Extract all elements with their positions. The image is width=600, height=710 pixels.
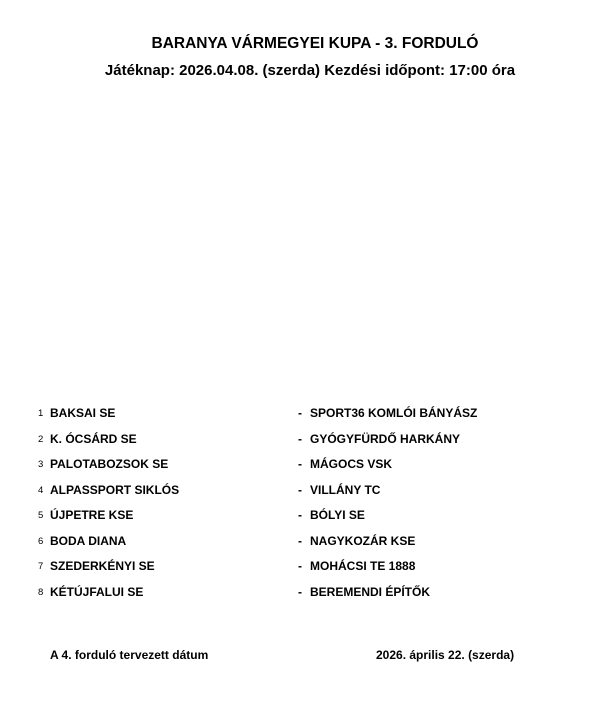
home-team: K. ÓCSÁRD SE — [50, 431, 137, 446]
home-team: KÉTÚJFALUI SE — [50, 584, 144, 599]
fixture-row — [0, 430, 600, 456]
away-team: SPORT36 KOMLÓI BÁNYÁSZ — [310, 406, 478, 420]
fixture-number: 8 — [38, 586, 44, 598]
versus-dash: - — [298, 533, 302, 548]
away-team: MÁGOCS VSK — [310, 457, 393, 471]
fixture-number: 3 — [38, 459, 44, 470]
away-team: NAGYKOZÁR KSE — [310, 533, 416, 548]
page-title: BARANYA VÁRMEGYEI KUPA - 3. FORDULÓ — [151, 35, 479, 52]
home-team: ÚJPETRE KSE — [50, 508, 134, 522]
home-team: PALOTABOZSOK SE — [50, 457, 169, 471]
fixture-row — [0, 583, 600, 609]
away-team: GYÓGYFÜRDŐ HARKÁNY — [310, 431, 461, 446]
home-team: BODA DIANA — [50, 533, 127, 548]
away-team: BEREMENDI ÉPÍTŐK — [310, 584, 431, 599]
fixture-row — [0, 404, 600, 430]
fixture-number: 7 — [38, 561, 44, 572]
fixture-row — [0, 532, 600, 558]
fixture-number: 5 — [38, 510, 44, 521]
fixture-list — [0, 404, 600, 608]
next-round-date: 2026. április 22. (szerda) — [376, 648, 515, 662]
fixture-number: 4 — [38, 484, 44, 496]
fixture-number: 1 — [38, 408, 44, 419]
fixture-row — [0, 557, 600, 583]
fixture-row — [0, 506, 600, 532]
home-team: ALPASSPORT SIKLÓS — [50, 482, 180, 497]
versus-dash: - — [298, 584, 302, 599]
versus-dash: - — [298, 482, 302, 497]
versus-dash: - — [298, 457, 302, 471]
fixture-row — [0, 455, 600, 481]
versus-dash: - — [298, 559, 302, 573]
home-team: SZEDERKÉNYI SE — [50, 559, 155, 573]
next-round-label: A 4. forduló tervezett dátum — [50, 648, 209, 662]
versus-dash: - — [298, 406, 302, 420]
fixture-row — [0, 481, 600, 507]
versus-dash: - — [298, 508, 302, 522]
fixture-number: 6 — [38, 535, 44, 547]
fixture-number: 2 — [38, 433, 44, 445]
away-team: BÓLYI SE — [310, 508, 365, 522]
versus-dash: - — [298, 431, 302, 446]
away-team: VILLÁNY TC — [310, 482, 381, 497]
home-team: BAKSAI SE — [50, 406, 116, 420]
away-team: MOHÁCSI TE 1888 — [310, 559, 416, 573]
match-day-info: Játéknap: 2026.04.08. (szerda) Kezdési időpont: 17:00 óra — [104, 62, 516, 79]
